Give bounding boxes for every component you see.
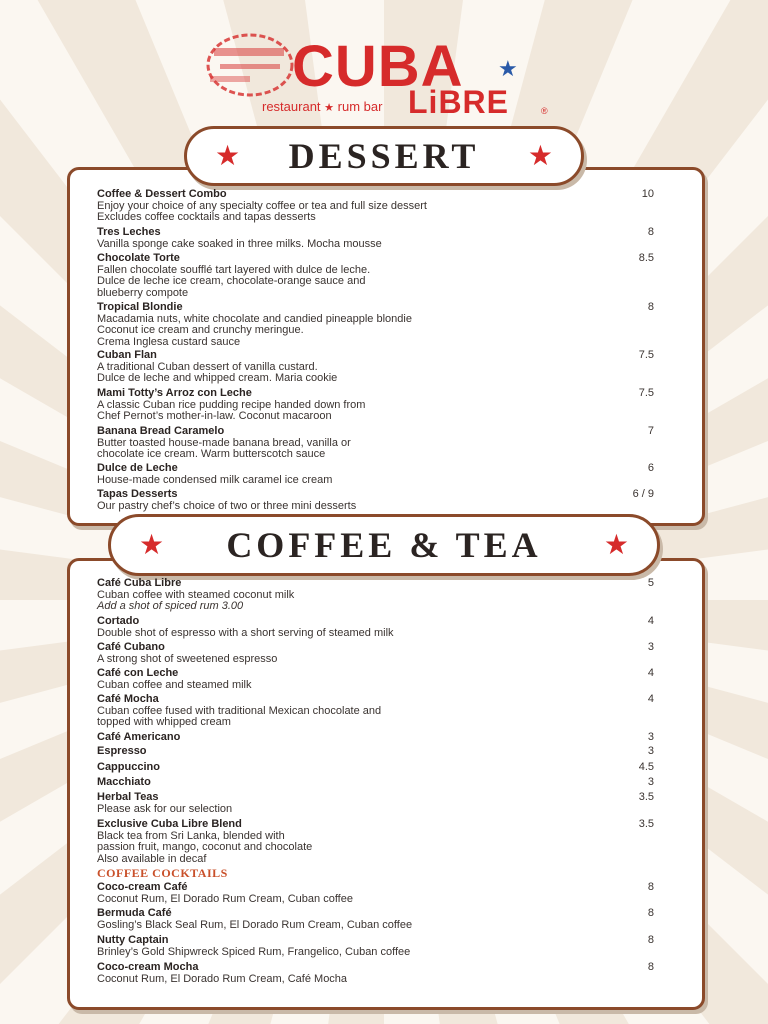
item-description: Brinley’s Gold Shipwreck Spiced Rum, Frangelico, Cuban coffee [97,945,411,958]
item-price: 4 [647,615,654,627]
item-description: Excludes coffee cocktails and tapas desserts [97,211,316,224]
item-description: Chef Pernot’s mother-in-law. Coconut macaroon [97,410,332,423]
coffee-title: COFFEE & TEA [226,525,542,565]
item-description: Dulce de leche and whipped cream. Maria cookie [97,372,338,385]
item-description: Also available in decaf [97,852,207,865]
item-description: Enjoy your choice of any specialty coffee or tea and full size dessert [97,199,427,212]
item-name: Exclusive Cuba Libre Blend [97,818,242,830]
item-description: Coconut Rum, El Dorado Rum Cream, Café Mocha [97,972,348,985]
item-name: Tropical Blondie [97,301,183,313]
menu-item [97,792,657,815]
item-price: 3.5 [638,818,654,830]
coffee-banner [108,514,660,576]
item-price: 8 [647,881,654,893]
menu-item [97,668,657,691]
menu-item [97,616,657,639]
item-description: House-made condensed milk caramel ice cream [97,473,333,486]
item-name: Tapas Desserts [97,488,178,500]
item-description: Cuban coffee fused with traditional Mexican chocolate and [97,704,382,717]
menu-item [97,962,657,985]
item-price: 6 [647,462,654,474]
item-price: 8 [647,961,654,973]
menu-item [97,463,657,486]
item-description: blueberry compote [97,286,189,299]
item-price: 4 [647,693,654,705]
menu-item [97,882,657,905]
logo-libre-wordmark: LiBRE [408,84,509,120]
item-description: Crema Inglesa custard sauce [97,335,241,348]
item-name: Nutty Captain [97,934,169,946]
item-price: 7.5 [638,387,654,399]
item-description: Please ask for our selection [97,802,233,815]
item-name: Coco-cream Mocha [97,961,199,973]
item-name: Cappuccino [97,761,160,773]
menu-item [97,227,657,250]
logo-tagline [262,100,382,114]
item-price: 8.5 [638,252,654,264]
item-name: Bermuda Café [97,907,172,919]
item-name: Mami Totty’s Arroz con Leche [97,387,252,399]
item-description: topped with whipped cream [97,716,231,729]
menu-item [97,642,657,665]
item-name: Coco-cream Café [97,881,188,893]
item-price: 8 [647,301,654,313]
item-description: Cuban coffee with steamed coconut milk [97,588,295,601]
item-description: Black tea from Sri Lanka, blended with [97,829,285,842]
item-price: 7 [647,425,654,437]
logo-cuba-wordmark: CUBA [292,34,464,99]
item-price: 4 [647,667,654,679]
item-description: Macadamia nuts, white chocolate and candied pineapple blondie [97,312,412,325]
item-price: 7.5 [638,349,654,361]
menu-item [97,189,657,224]
item-price: 3 [647,745,654,757]
menu-item [97,908,657,931]
menu-item [97,578,657,613]
item-price: 8 [647,907,654,919]
star-icon: ★ [603,529,629,560]
item-name: Espresso [97,745,147,757]
star-icon: ★ [527,140,553,171]
dessert-title: DESSERT [288,136,480,176]
item-description: Cuban coffee and steamed milk [97,678,252,691]
item-name: Café Cubano [97,641,165,653]
item-price: 3.5 [638,791,654,803]
logo-tagline-restaurant: restaurant [262,99,321,114]
item-price: 10 [641,188,654,200]
item-name: Café Americano [97,731,181,743]
item-description: Fallen chocolate soufflé tart layered with dulce de leche. [97,263,371,276]
item-price: 3 [647,731,654,743]
item-name: Tres Leches [97,226,161,238]
item-description: Dulce de leche ice cream, chocolate-orange sauce and [97,275,366,288]
item-description: Our pastry chef’s choice of two or three mini desserts [97,499,357,512]
item-description: A strong shot of sweetened espresso [97,652,278,665]
item-price: 6 / 9 [632,488,654,500]
item-name: Dulce de Leche [97,462,178,474]
small-star-icon: ★ [324,102,335,114]
item-price: 8 [647,934,654,946]
star-icon: ★ [215,140,241,171]
menu-item [97,426,657,461]
dessert-banner [184,126,584,186]
menu-item [97,302,657,348]
item-price: 8 [647,226,654,238]
menu-item [97,746,657,758]
item-description: A traditional Cuban dessert of vanilla custard. [97,360,318,373]
menu-item [97,777,657,789]
star-icon: ★ [139,529,165,560]
item-name: Cuban Flan [97,349,157,361]
item-description: Coconut Rum, El Dorado Rum Cream, Cuban coffee [97,892,353,905]
item-description: Double shot of espresso with a short serving of steamed milk [97,626,394,639]
passport-stamp-graphic [200,30,300,100]
item-name: Banana Bread Caramelo [97,425,225,437]
item-description: chocolate ice cream. Warm butterscotch sauce [97,448,326,461]
item-name: Chocolate Torte [97,252,180,264]
item-name: Cortado [97,615,140,627]
menu-item [97,350,657,385]
menu-item [97,253,657,299]
item-name: Coffee & Dessert Combo [97,188,227,200]
item-name: Café Mocha [97,693,159,705]
item-description: Coconut ice cream and crunchy meringue. [97,324,304,337]
logo-star-icon: ★ [498,56,518,81]
item-note: Add a shot of spiced rum 3.00 [97,600,244,613]
registered-mark: ® [541,106,548,116]
item-description: A classic Cuban rice pudding recipe handed down from [97,398,366,411]
menu-item [97,388,657,423]
item-price: 5 [647,577,654,589]
item-description: Butter toasted house-made banana bread, vanilla or [97,436,351,449]
item-name: Café Cuba Libre [97,577,182,589]
menu-item [97,935,657,958]
item-price: 4.5 [638,761,654,773]
menu-item [97,762,657,774]
menu-item [97,732,657,744]
item-description: Gosling’s Black Seal Rum, El Dorado Rum Cream, Cuban coffee [97,918,413,931]
item-name: Herbal Teas [97,791,159,803]
item-name: Café con Leche [97,667,179,679]
menu-item [97,694,657,729]
item-name: Macchiato [97,776,151,788]
logo-tagline-rumbar: rum bar [337,99,383,114]
menu-item [97,819,657,865]
coffee-cocktails-heading: COFFEE COCKTAILS [97,866,228,880]
item-description: Vanilla sponge cake soaked in three milks. Mocha mousse [97,237,382,250]
menu-item [97,489,657,512]
item-price: 3 [647,776,654,788]
item-description: passion fruit, mango, coconut and chocolate [97,841,313,854]
item-price: 3 [647,641,654,653]
